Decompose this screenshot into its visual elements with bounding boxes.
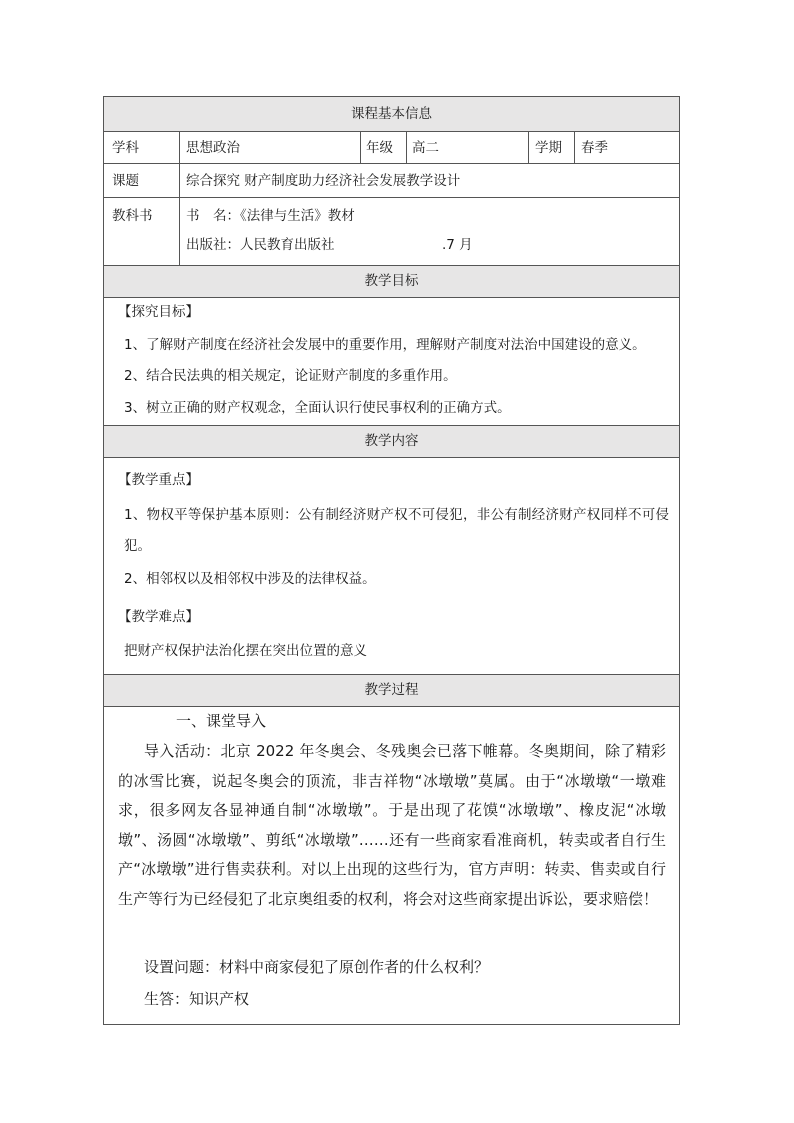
textbook-name: 书 名：《法律与生活》教材 <box>186 208 355 224</box>
topic-value: 综合探究 财产制度助力经济社会发展教学设计 <box>186 173 461 189</box>
key-point-item: 1、物权平等保护基本原则：公有制经济财产权不可侵犯，非公有制经济财产权同样不可侵犯。 <box>124 507 669 554</box>
difficulty-text: 把财产权保护法治化摆在突出位置的意义 <box>124 643 367 659</box>
section-heading: 一、课堂导入 <box>176 712 267 730</box>
grade-value: 高二 <box>412 140 439 156</box>
difficulty-heading: 【教学难点】 <box>118 609 199 625</box>
lesson-plan-table <box>103 96 680 1025</box>
subject-label: 学科 <box>112 140 139 156</box>
subject-value: 思想政治 <box>186 140 240 156</box>
topic-label: 课题 <box>112 173 139 189</box>
goal-item: 1、了解财产制度在经济社会发展中的重要作用，理解财产制度对法治中国建设的意义。 <box>124 337 646 353</box>
basic-info-title: 课程基本信息 <box>351 106 432 122</box>
goals-title: 教学目标 <box>364 273 419 289</box>
term-value: 春季 <box>581 140 608 156</box>
answer-text: 生答：知识产权 <box>144 990 250 1008</box>
intro-paragraph: 导入活动：北京 2022 年冬奥会、冬残奥会已落下帷幕。冬奥期间，除了精彩的冰雪比赛，说起冬奥会的顶流，非吉祥物“冰墩墩”莫属。由于“冰墩墩“一墩难求，很多网友各显神通自制“冰墩墩”。于是出现了花馍“冰墩墩”、橡皮泥“冰墩墩”、汤圆“冰墩墩”、剪纸“冰墩墩”……还有一些商家看准商机，转卖或者自行生产“冰墩墩”进行售卖获利。对以上出现的这些行为，官方声明：转卖、售卖或自行生产等行为已经侵犯了北京奥组委的权利，将会对这些商家提出诉讼，要求赔偿！ <box>118 742 666 908</box>
process-title: 教学过程 <box>364 682 419 698</box>
grade-label: 年级 <box>366 140 393 156</box>
goals-heading: 【探究目标】 <box>118 304 199 320</box>
goal-item: 3、树立正确的财产权观念，全面认识行使民事权利的正确方式。 <box>124 400 511 416</box>
goal-item: 2、结合民法典的相关规定，论证财产制度的多重作用。 <box>124 368 457 384</box>
textbook-publisher: 出版社：人民教育出版社 <box>186 237 335 253</box>
term-label: 学期 <box>535 140 562 156</box>
question-text: 设置问题：材料中商家侵犯了原创作者的什么权利？ <box>144 958 490 976</box>
textbook-label: 教科书 <box>112 208 153 224</box>
textbook-publish-date: .7 月 <box>442 237 473 253</box>
content-title: 教学内容 <box>364 433 419 449</box>
key-point-item: 2、相邻权以及相邻权中涉及的法律权益。 <box>124 571 376 587</box>
key-points-heading: 【教学重点】 <box>118 472 199 488</box>
